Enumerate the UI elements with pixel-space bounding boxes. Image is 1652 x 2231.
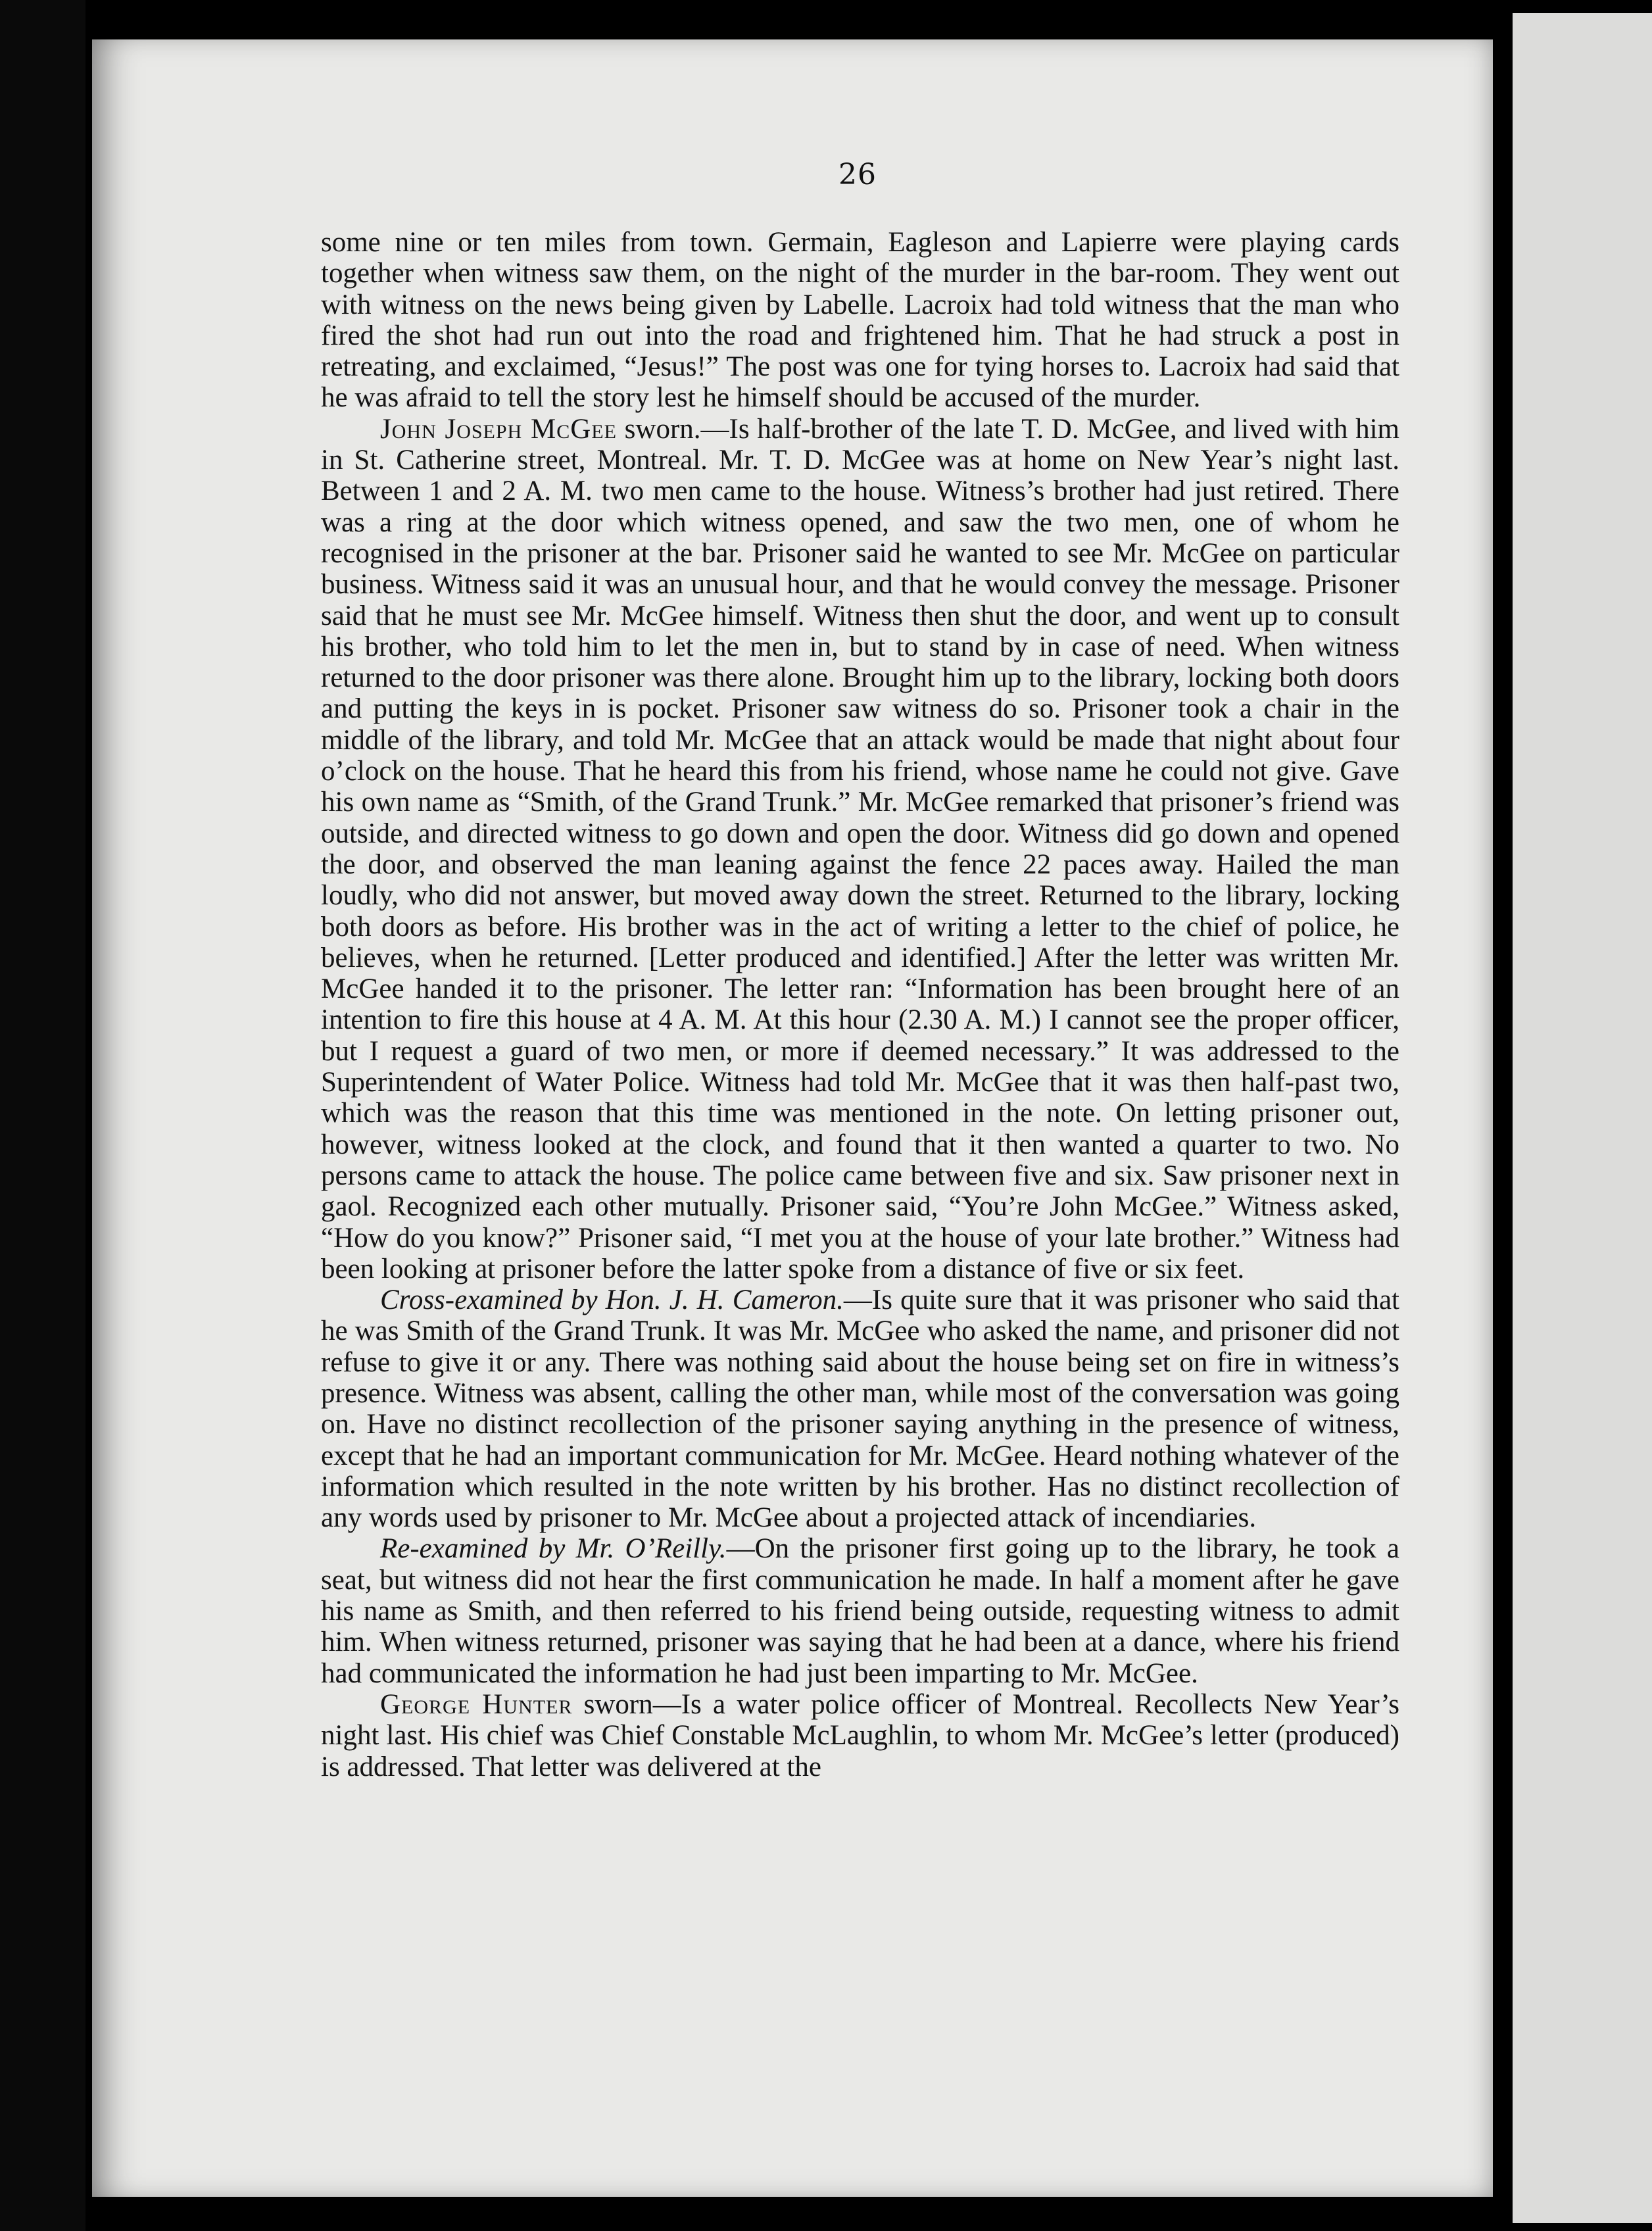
paragraph-text: sworn—Is a water police officer of Montreal. Recollects New Year’s night last. His chief was Chief Constable McLaughlin, to whom Mr. McGee’s letter (produced) is addressed. That letter was delivered at the <box>321 1688 1399 1782</box>
witness-name: John Joseph McGee <box>380 413 617 445</box>
paragraph-text: some nine or ten miles from town. Germain, Eagleson and Lapierre were playing cards together when witness saw them, on the night of the murder in the bar-room. They went out with witness on the news being given by Labelle. Lacroix had told witness that the man who fired the shot had run out into the road and frightened him. That he had struck a post in retreating, and exclaimed, “Jesus!” The post was one for tying horses to. Lacroix had said that he was afraid to tell the story lest he himself should be accused of the murder. <box>321 227 1399 414</box>
adjacent-page-edge <box>1513 13 1652 2223</box>
page-gutter <box>1493 13 1513 2231</box>
paragraph-testimony-john-joseph-mcgee <box>321 414 1399 1285</box>
paragraph-text: —Is quite sure that it was prisoner who said that he was Smith of the Grand Trunk. It was Mr. McGee who asked the name, and prisoner did not refuse to give it or any. There was nothing said about the house being set on fire in witness’s presence. Witness was absent, calling the other man, while most of the conversation was going on. Have no distinct recollection of the prisoner saying anything in the presence of witness, except that he had an important communication for Mr. McGee. Heard nothing whatever of the information which resulted in the note written by his brother. Has no distinct recollection of any words used by prisoner to Mr. McGee about a projected attack of incendiaries. <box>321 1285 1399 1534</box>
page-number: 26 <box>838 158 877 191</box>
scan-background-left <box>0 0 85 2231</box>
paragraph-text: —On the prisoner first going up to the library, he took a seat, but witness did not hear the first communication he made. In half a moment after he gave his name as Smith, and then referred to his friend being outside, requesting witness to admit him. When witness returned, prisoner was saying that he had been at a dance, where his friend had communicated the information he had just been imparting to Mr. McGee. <box>321 1533 1400 1689</box>
paragraph-continuation <box>321 227 1399 414</box>
examination-heading: Re-examined by Mr. O’Reilly. <box>380 1533 727 1565</box>
paragraph-re-examination <box>321 1533 1399 1688</box>
paragraph-testimony-george-hunter <box>321 1689 1399 1782</box>
witness-name: George Hunter <box>380 1688 573 1720</box>
page-body <box>321 227 1399 1782</box>
paragraph-text: sworn.—Is half-brother of the late T. D. McGee, and lived with him in St. Catherine street, Montreal. Mr. T. D. McGee was at home on New Year’s night last. Between 1 and 2 A. M. two men came to the house. Witness’s brother had just retired. There was a ring at the door which witness opened, and saw the two men, one of whom he recognised in the prisoner at the bar. Prisoner said he wanted to see Mr. McGee on particular business. Witness said it was an unusual hour, and that he would convey the message. Prisoner said that he must see Mr. McGee himself. Witness then shut the door, and went up to consult his brother, who told him to let the men in, but to stand by in case of need. When witness returned to the door prisoner was there alone. Brought him up to the library, locking both doors and putting the keys in is pocket. Prisoner saw witness do so. Prisoner took a chair in the middle of the library, and told Mr. McGee that an attack would be made that night about four o’clock on the house. That he heard this from his friend, whose name he could not give. Gave his own name as “Smith, of the Grand Trunk.” Mr. McGee remarked that prisoner’s friend was outside, and directed witness to go down and open the door. Witness did go down and opened the door, and observed the man leaning against the fence 22 paces away. Hailed the man loudly, who did not answer, but moved away down the street. Returned to the library, locking both doors as before. His brother was in the act of writing a letter to the chief of police, he believes, when he returned. [Letter produced and identified.] After the letter was written Mr. McGee handed it to the prisoner. The letter ran: “Information has been brought here of an intention to fire this house at 4 A. M. At this hour (2.30 A. M.) I cannot see the proper officer, but I request a guard of two men, or more if deemed necessary.” It was addressed to the Superintendent of Water Police. Witness had told Mr. McGee that it was then half-past two, which was the reason that this time was mentioned in the note. On letting prisoner out, however, witness looked at the clock, and found that it then wanted a quarter to two. No persons came to attack the house. The police came between five and six. Saw prisoner next in gaol. Recognized each other mutually. Prisoner said, “You’re John McGee.” Witness asked, “How do you know?” Prisoner said, “I met you at the house of your late brother.” Witness had been looking at prisoner before the latter spoke from a distance of five or six feet. <box>321 413 1400 1285</box>
examination-heading: Cross-examined by Hon. J. H. Cameron. <box>380 1285 844 1316</box>
paragraph-cross-examination <box>321 1285 1399 1533</box>
